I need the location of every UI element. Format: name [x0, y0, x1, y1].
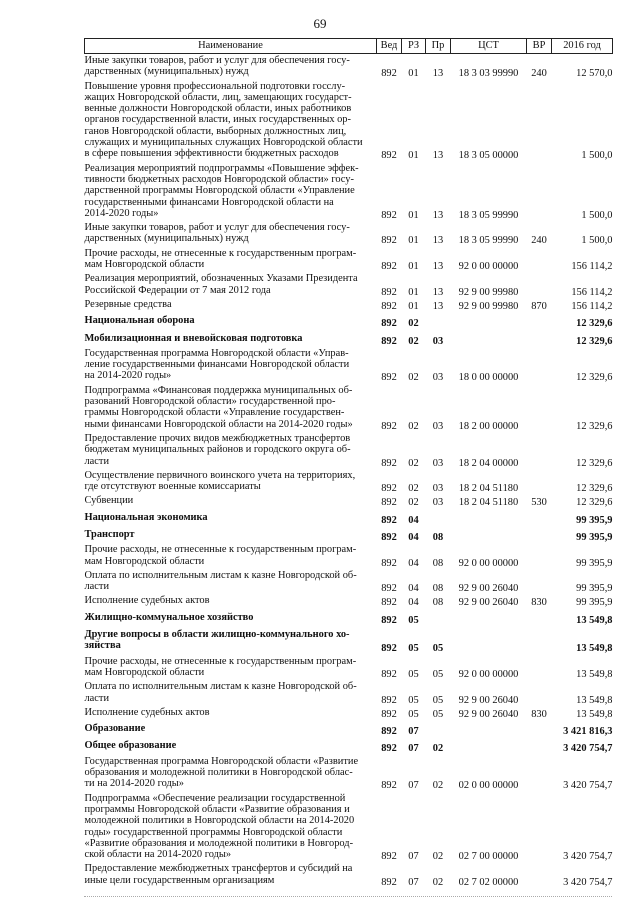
cell-cst: 18 0 00 00000: [458, 372, 519, 384]
cell-name: Прочие расходы, не отнесенные к государственным програм- мам Новгородской области: [84, 247, 357, 271]
cell-name: Образование: [84, 723, 146, 735]
table-row: [85, 80, 613, 162]
cell-vr: [527, 312, 552, 329]
cell-rz: 05: [408, 694, 419, 706]
table-row: [85, 347, 613, 384]
cell-vr: [527, 655, 552, 681]
cell-ved: 892: [381, 743, 397, 755]
cell-cst: 18 2 04 00000: [458, 457, 519, 469]
cell-ved: 892: [381, 335, 397, 347]
cell-pr: 02: [432, 780, 444, 792]
cell-rz: 02: [408, 483, 419, 495]
cell-rz: 02: [408, 318, 419, 330]
cell-ved: 892: [381, 209, 397, 221]
table-row: [85, 609, 613, 626]
budget-table: [84, 38, 613, 888]
cell-rz: 05: [408, 708, 419, 720]
cell-cst: 92 9 00 26040: [458, 597, 519, 609]
header-name: Наименование: [85, 39, 377, 54]
cell-name: Реализация мероприятий подпрограммы «Повышение эффек- тивности бюджетных расходов Новгородской области» госу- дарственной программы Новгородской области «Управление государственными финансами Новгородской области на 2014-2020 годы»: [84, 162, 359, 219]
cell-rz: 07: [408, 780, 419, 792]
cell-vr: 830: [531, 597, 547, 609]
cell-rz: 01: [408, 150, 419, 162]
cell-rz: 05: [408, 668, 419, 680]
cell-sum: 99 395,9: [576, 557, 613, 569]
cell-ved: 892: [381, 68, 397, 80]
cell-name: Подпрограмма «Финансовая поддержка муниципальных об- разований Новгородской области» государственной про- граммы Новгородской области «Управление государствен- ными финансами Новгородской области на 2014-2020 годы»: [84, 384, 353, 430]
cell-cst: 18 2 04 51180: [458, 483, 519, 495]
cell-pr: 08: [432, 557, 444, 569]
cell-sum: 99 395,9: [576, 531, 613, 543]
table-row: [85, 737, 613, 754]
cell-cst: [451, 609, 527, 626]
cell-cst: 18 2 00 00000: [458, 420, 519, 432]
cell-pr: 05: [432, 708, 444, 720]
cell-vr: 530: [531, 497, 547, 509]
table-row: [85, 384, 613, 432]
cell-pr: 13: [432, 235, 444, 247]
table-row: [85, 330, 613, 347]
cell-name: Исполнение судебных актов: [84, 595, 210, 607]
header-rz: РЗ: [402, 39, 426, 54]
cell-name: Государственная программа Новгородской области «Управ- ление государственными финансами Новгородской области на 2014-2020 годы»: [84, 347, 350, 382]
table-body: [85, 54, 613, 889]
cell-pr: 03: [432, 483, 444, 495]
table-row: [85, 432, 613, 469]
cell-vr: 240: [531, 68, 547, 80]
cell-rz: 04: [408, 514, 419, 526]
cell-vr: [527, 609, 552, 626]
cell-vr: 870: [531, 300, 547, 312]
cell-pr: 03: [432, 335, 444, 347]
cell-ved: 892: [381, 514, 397, 526]
cell-rz: 01: [408, 68, 419, 80]
cell-vr: [527, 755, 552, 792]
cell-ved: 892: [381, 235, 397, 247]
cell-vr: [527, 569, 552, 595]
cell-ved: 892: [381, 583, 397, 595]
cell-vr: [527, 626, 552, 655]
cell-pr: 03: [432, 497, 444, 509]
cell-name: Осуществление первичного воинского учета на территориях, где отсутствуют военные комиссариаты: [84, 469, 356, 493]
cell-rz: 02: [408, 372, 419, 384]
cell-sum: 12 329,6: [576, 497, 613, 509]
cell-pr: 02: [432, 876, 444, 888]
cell-name: Транспорт: [84, 528, 135, 540]
cell-cst: 18 2 04 51180: [458, 497, 519, 509]
cell-ved: 892: [381, 851, 397, 863]
table-row: [85, 626, 613, 655]
cell-sum: 1 500,0: [581, 150, 613, 162]
cell-rz: 07: [408, 851, 419, 863]
cell-rz: 02: [408, 335, 419, 347]
table-row: [85, 655, 613, 681]
cell-sum: 12 329,6: [576, 318, 613, 330]
cell-vr: [527, 247, 552, 273]
cell-cst: 02 7 00 00000: [458, 851, 519, 863]
cell-sum: 12 329,6: [576, 483, 613, 495]
cell-cst: [451, 720, 527, 737]
cell-sum: 1 500,0: [581, 235, 613, 247]
cell-sum: 12 329,6: [576, 457, 613, 469]
cell-sum: 156 114,2: [571, 261, 613, 273]
cell-vr: [527, 862, 552, 888]
cell-name: Субвенции: [84, 495, 134, 507]
cell-pr: 13: [432, 150, 444, 162]
table-row: [85, 569, 613, 595]
cell-sum: 3 421 816,3: [563, 726, 613, 738]
cell-name: Реализация мероприятий, обозначенных Указами Президента Российской Федерации от 7 мая 2012 года: [84, 273, 358, 296]
cell-cst: 92 9 00 26040: [458, 694, 519, 706]
cell-sum: 12 329,6: [576, 372, 613, 384]
cell-pr: 13: [432, 261, 444, 273]
cell-name: Государственная программа Новгородской области «Развитие образования и молодежной политики в Новгородской облас- ти на 2014-2020 годы»: [84, 755, 359, 790]
cell-sum: 13 549,8: [576, 643, 613, 655]
cell-name: Оплата по исполнительным листам к казне Новгородской об- ласти: [84, 569, 357, 593]
cell-sum: 12 570,0: [576, 68, 613, 80]
table-row: [85, 509, 613, 526]
cell-vr: [527, 384, 552, 432]
cell-ved: 892: [381, 483, 397, 495]
table-row: [85, 247, 613, 273]
cell-sum: 12 329,6: [576, 335, 613, 347]
cell-cst: 02 0 00 00000: [458, 780, 519, 792]
cell-rz: 02: [408, 420, 419, 432]
page-bottom-divider: [84, 896, 612, 897]
cell-pr: 13: [432, 286, 444, 298]
cell-sum: 99 395,9: [576, 597, 613, 609]
cell-vr: [527, 347, 552, 384]
cell-pr: 03: [432, 372, 444, 384]
cell-cst: 18 3 05 99990: [458, 209, 519, 221]
cell-pr: 13: [432, 68, 444, 80]
table-row: [85, 543, 613, 569]
cell-sum: 99 395,9: [576, 583, 613, 595]
table-row: [85, 272, 613, 298]
cell-sum: 3 420 754,7: [563, 876, 613, 888]
cell-cst: 92 9 00 99980: [458, 300, 519, 312]
cell-sum: 13 549,8: [576, 694, 613, 706]
cell-sum: 3 420 754,7: [563, 851, 613, 863]
table-header-row: [85, 39, 613, 54]
cell-pr: 08: [432, 531, 444, 543]
cell-ved: 892: [381, 597, 397, 609]
cell-pr: 03: [432, 420, 444, 432]
cell-ved: 892: [381, 614, 397, 626]
cell-ved: 892: [381, 286, 397, 298]
cell-rz: 04: [408, 557, 419, 569]
cell-ved: 892: [381, 708, 397, 720]
cell-name: Исполнение судебных актов: [84, 706, 210, 718]
cell-vr: [527, 509, 552, 526]
cell-ved: 892: [381, 694, 397, 706]
table-row: [85, 706, 613, 720]
cell-sum: 1 500,0: [581, 209, 613, 221]
cell-rz: 02: [408, 497, 419, 509]
cell-rz: 01: [408, 300, 419, 312]
cell-vr: 240: [531, 235, 547, 247]
cell-pr: 05: [432, 643, 444, 655]
cell-vr: [527, 720, 552, 737]
cell-rz: 01: [408, 209, 419, 221]
cell-pr: 13: [432, 209, 444, 221]
cell-sum: 3 420 754,7: [563, 780, 613, 792]
cell-cst: 92 0 00 00000: [458, 668, 519, 680]
cell-ved: 892: [381, 150, 397, 162]
cell-pr: 03: [432, 457, 444, 469]
cell-ved: 892: [381, 318, 397, 330]
table-row: [85, 862, 613, 888]
cell-vr: [527, 432, 552, 469]
cell-name: Национальная экономика: [84, 511, 208, 523]
header-vr: ВР: [527, 39, 552, 54]
cell-sum: 12 329,6: [576, 420, 613, 432]
cell-cst: 92 9 00 26040: [458, 583, 519, 595]
cell-cst: [451, 737, 527, 754]
cell-name: Повышение уровня профессиональной подготовки госслу- жащих Новгородской области, лиц, замещающих государст- венные должности Новгородской области, иных работников органов государственной власти, иных государственных ор- ганов Новгородской области, выборных должностных лиц, служащих и муниципальных служащих Новгородской области в сфере повышения эффективности бюджетных расходов: [84, 80, 363, 160]
table-row: [85, 298, 613, 312]
cell-pr: [426, 720, 451, 737]
cell-name: Жилищно-коммунальное хозяйство: [84, 611, 254, 623]
table-row: [85, 526, 613, 543]
table-row: [85, 54, 613, 80]
cell-rz: 07: [408, 743, 419, 755]
cell-cst: 02 7 02 00000: [458, 876, 519, 888]
cell-sum: 156 114,2: [571, 300, 613, 312]
cell-name: Иные закупки товаров, работ и услуг для обеспечения госу- дарственных (муниципальных) нужд: [84, 222, 350, 245]
header-ved: Вед: [377, 39, 402, 54]
cell-vr: 830: [531, 708, 547, 720]
cell-ved: 892: [381, 300, 397, 312]
cell-rz: 01: [408, 235, 419, 247]
header-cst: ЦСТ: [451, 39, 527, 54]
cell-name: Мобилизационная и вневойсковая подготовка: [84, 332, 303, 344]
cell-vr: [527, 80, 552, 162]
cell-cst: 92 0 00 00000: [458, 261, 519, 273]
cell-pr: [426, 609, 451, 626]
cell-ved: 892: [381, 497, 397, 509]
cell-cst: [451, 330, 527, 347]
cell-vr: [527, 680, 552, 706]
cell-cst: 92 0 00 00000: [458, 557, 519, 569]
table-row: [85, 494, 613, 508]
cell-pr: 05: [432, 668, 444, 680]
cell-ved: 892: [381, 643, 397, 655]
cell-rz: 04: [408, 531, 419, 543]
cell-sum: 13 549,8: [576, 668, 613, 680]
cell-rz: 07: [408, 876, 419, 888]
cell-rz: 05: [408, 643, 419, 655]
cell-rz: 07: [408, 726, 419, 738]
table-row: [85, 469, 613, 495]
cell-ved: 892: [381, 726, 397, 738]
table-row: [85, 680, 613, 706]
cell-ved: 892: [381, 557, 397, 569]
cell-sum: 99 395,9: [576, 514, 613, 526]
cell-rz: 01: [408, 286, 419, 298]
table-row: [85, 162, 613, 221]
cell-cst: [451, 509, 527, 526]
cell-pr: [426, 312, 451, 329]
cell-cst: [451, 526, 527, 543]
cell-cst: 18 3 03 99990: [458, 68, 519, 80]
cell-cst: 18 3 05 00000: [458, 150, 519, 162]
cell-vr: [527, 272, 552, 298]
cell-ved: 892: [381, 261, 397, 273]
cell-ved: 892: [381, 372, 397, 384]
cell-name: Общее образование: [84, 740, 177, 752]
cell-ved: 892: [381, 876, 397, 888]
cell-name: Национальная оборона: [84, 315, 195, 327]
cell-ved: 892: [381, 780, 397, 792]
page-number: 69: [313, 16, 327, 31]
header-year: 2016 год: [552, 39, 613, 54]
cell-vr: [527, 330, 552, 347]
cell-sum: 13 549,8: [576, 614, 613, 626]
cell-pr: 13: [432, 300, 444, 312]
cell-pr: 08: [432, 597, 444, 609]
cell-cst: 92 9 00 26040: [458, 708, 519, 720]
cell-pr: 05: [432, 694, 444, 706]
cell-vr: [527, 792, 552, 863]
cell-cst: [451, 312, 527, 329]
cell-rz: 01: [408, 261, 419, 273]
cell-cst: 92 9 00 99980: [458, 286, 519, 298]
table-row: [85, 221, 613, 247]
cell-pr: [426, 509, 451, 526]
cell-name: Резервные средства: [84, 298, 172, 310]
header-pr: Пр: [426, 39, 451, 54]
cell-name: Подпрограмма «Обеспечение реализации государственной программы Новгородской области «Развитие образования и молодежной политики в Новгородской области на 2014-2020 годы» государственной программы Новгородской области «Развитие образования и молодежной политики в Новгород- ской области на 2014-2020 годы»: [84, 792, 355, 861]
cell-pr: 02: [432, 743, 444, 755]
cell-vr: [527, 737, 552, 754]
cell-ved: 892: [381, 531, 397, 543]
cell-cst: 18 3 05 99990: [458, 235, 519, 247]
table-row: [85, 594, 613, 608]
table-row: [85, 792, 613, 863]
cell-vr: [527, 543, 552, 569]
cell-pr: 02: [432, 851, 444, 863]
table-row: [85, 312, 613, 329]
cell-rz: 05: [408, 614, 419, 626]
cell-name: Предоставление прочих видов межбюджетных трансфертов бюджетам муниципальных районов и городского округа об- ласти: [84, 432, 351, 467]
cell-name: Прочие расходы, не отнесенные к государственным програм- мам Новгородской области: [84, 544, 357, 567]
cell-ved: 892: [381, 668, 397, 680]
cell-sum: 3 420 754,7: [563, 743, 613, 755]
cell-vr: [527, 526, 552, 543]
cell-ved: 892: [381, 457, 397, 469]
cell-pr: 08: [432, 583, 444, 595]
cell-vr: [527, 162, 552, 221]
cell-name: Прочие расходы, не отнесенные к государственным програм- мам Новгородской области: [84, 655, 357, 678]
table-row: [85, 755, 613, 792]
cell-rz: 02: [408, 457, 419, 469]
cell-name: Иные закупки товаров, работ и услуг для обеспечения госу- дарственных (муниципальных) нужд: [84, 55, 350, 78]
cell-name: Оплата по исполнительным листам к казне Новгородской об- ласти: [84, 681, 357, 704]
cell-rz: 04: [408, 597, 419, 609]
cell-ved: 892: [381, 420, 397, 432]
cell-sum: 156 114,2: [571, 286, 613, 298]
cell-sum: 13 549,8: [576, 708, 613, 720]
cell-name: Другие вопросы в области жилищно-коммунального хо- зяйства: [84, 629, 350, 652]
cell-vr: [527, 469, 552, 495]
cell-rz: 04: [408, 583, 419, 595]
cell-name: Предоставление межбюджетных трансфертов и субсидий на иные цели государственным организациям: [84, 863, 353, 886]
cell-cst: [451, 626, 527, 655]
table-row: [85, 720, 613, 737]
